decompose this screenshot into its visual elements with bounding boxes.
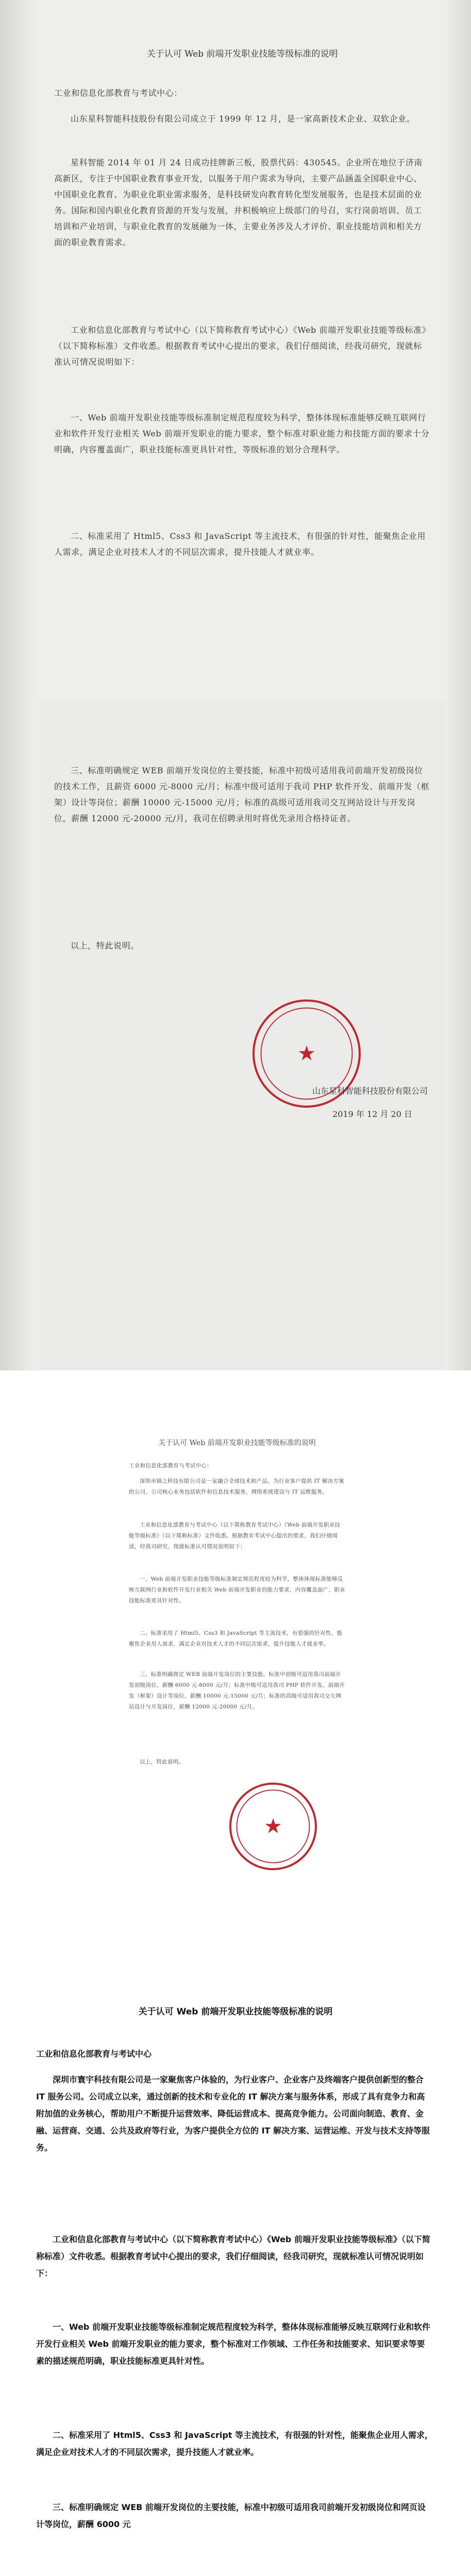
scan-edge-left bbox=[0, 0, 36, 701]
letter1-paragraph-3: 工业和信息化部教育与考试中心（以下简称教育考试中心）《Web 前端开发职业技能等级标准》（以下简称标准）文件收悉。根据教育考试中心提出的要求，我们仔细阅读，经我司研究，现就标准认可情况说明如下： bbox=[54, 325, 427, 367]
letter1-paragraph-2: 星科智能 2014 年 01 月 24 日成功挂牌新三板，股票代码：430545。企业所在地位于济南高新区，专注于中国职业教育事业开发，以服务于用户需求为导向，主要产品涵盖全国职业中心、中国职业化教育、为职业化职业需求服务，是科技研发向教育转化型发展服务，也是技术层面的业务。国际和国内职业化教育资源的开发与发展，并积极响应上级部门的号召，实行岗前培训、员工培训和产业培训，与职业化教育的发展融为一体，主要业务涉及人才评价、职业技能培训和相关方面的职业教育需求。 bbox=[54, 158, 423, 247]
letter3-paragraph-1: 深圳市寰宇科技有限公司是一家聚焦客户体验的，为行业客户、企业客户及终端客户提供创新型的整合 IT 服务公司。公司成立以来，通过创新的技术和专业化的 IT 解决方案与服务体系，形成了具有竞争力和高附加值的业务核心，帮助用户不断提升运营效率、降低运营成本、提高竞争能力。公司面向制造、教育、金融、运营商、交通、公共及政府等行业，为客户提供全方位的 IT 解决方案、运营运维、开发与技术支持等服务。 bbox=[36, 2075, 430, 2153]
scan-edge-right bbox=[445, 701, 471, 1370]
letter3-page-top bbox=[0, 1973, 471, 2576]
letter2-paragraph-2: 工业和信息化部教育与考试中心（以下简称教育考试中心）《Web 前端开发职业技能等级标准》（以下简称标准）文件收悉。根据教育考试中心提出的要求，我们仔细阅读，经我司研究，现就标准认可情况说明如下： bbox=[129, 1522, 341, 1550]
letter2-paragraph-4: 二、标准采用了 Html5、Css3 和 JavaScript 等主流技术，有很强的针对性，能聚焦企业用人需求，满足企业对技术人才的不同层次需求，提升技能人才就业率。 bbox=[129, 1630, 343, 1647]
letter3-title: 关于认可 Web 前端开发职业技能等级标准的说明 bbox=[138, 2007, 333, 2017]
letter2-paragraph-5: 三、标准明确规定 WEB 前端开发岗位的主要技能，标准中初级可适用我司前端开发初级岗位，薪酬 6000 元-8000 元/月；标准中级可适用我司 PHP 软件开发、前端开发（框架）设计等岗位，薪酬 10000 元-15000 元/月；标准的高级可适用我司交互网站设计与开发岗位，薪酬 12000 元-20000 元/月。 bbox=[129, 1671, 345, 1710]
letter2-addressee: 工业和信息化部教育与考试中心： bbox=[129, 1463, 212, 1469]
letter2-page bbox=[0, 1370, 471, 1973]
letter2-sheet bbox=[119, 1427, 356, 1953]
letter1-page-top bbox=[0, 0, 471, 701]
letter3-paragraph-3: 一、Web 前端开发职业技能等级标准制定规范程度较为科学，整体体现标准能够反映互联网行业和软件开发行业相关 Web 前端开发职业的能力要求，整个标准对工作领域、工作任务和技能要求、知识要求等要素的描述规范明确，职业技能标准更具针对性。 bbox=[36, 2322, 430, 2366]
letter2-seal-stamp bbox=[229, 1783, 317, 1870]
letter1-page-bottom bbox=[0, 701, 471, 1370]
letter1-sheet bbox=[36, 0, 448, 701]
letter3-paragraph-5: 三、标准明确规定 WEB 前端开发岗位的主要技能，标准中初级可适用我司前端开发初级岗位和网页设计等岗位，薪酬 6000 元 bbox=[36, 2502, 426, 2529]
letter2-title: 关于认可 Web 前端开发职业技能等级标准的说明 bbox=[158, 1439, 316, 1447]
letter1-paragraph-1: 山东星科智能科技股份有限公司成立于 1999 年 12 月，是一家高新技术企业、双软企业。 bbox=[71, 114, 415, 124]
letter3-paragraph-2: 工业和信息化部教育与考试中心（以下简称教育考试中心）《Web 前端开发职业技能等级标准》（以下简称标准）文件收悉。根据教育考试中心提出的要求，我们仔细阅读，经我司研究，现就标准认可情况说明如下： bbox=[36, 2234, 430, 2278]
letter1-addressee: 工业和信息化部教育与考试中心： bbox=[54, 88, 183, 98]
letter3-paragraph-4: 二、标准采用了 Html5、Css3 和 JavaScript 等主流技术，有很强的针对性，能聚焦企业用人需求，满足企业对技术人才的不同层次需求，提升技能人才就业率。 bbox=[36, 2430, 433, 2457]
letter3-addressee: 工业和信息化部教育与考试中心 bbox=[36, 2049, 152, 2059]
letter2-paragraph-3: 一、Web 前端开发职业技能等级标准制定规范程度较为科学，整体体现标准能够反映互联网行业和软件开发行业相关 Web 前端开发职业的能力要求，内容覆盖面广，职业技能标准更具针对性。 bbox=[129, 1576, 345, 1604]
scan-edge-right bbox=[445, 0, 471, 701]
seal-star-icon: ★ bbox=[264, 1815, 282, 1838]
letter1-signature: 山东星科智能科技股份有限公司 bbox=[312, 1086, 428, 1096]
letter1-paragraph-5: 二、标准采用了 Html5、Css3 和 JavaScript 等主流技术，有很强的针对性，能聚焦企业用人需求，满足企业对技术人才的不同层次需求，提升技能人才就业率。 bbox=[54, 531, 426, 557]
letter2-closing: 以上，特此说明。 bbox=[140, 1759, 184, 1765]
letter1-closing: 以上，特此说明。 bbox=[71, 941, 139, 951]
letter1-date: 2019 年 12 月 20 日 bbox=[332, 1109, 412, 1119]
letter1-title: 关于认可 Web 前端开发职业技能等级标准的说明 bbox=[146, 49, 338, 59]
letter1-sheet-continued bbox=[36, 701, 448, 1370]
letter1-paragraph-4: 一、Web 前端开发职业技能等级标准制定规范程度较为科学，整体体现标准能够反映互联网行业和软件开发行业相关 Web 前端开发职业的能力要求，整个标准对职业能力和技能方面的要求十分明确，内容覆盖面广，职业技能标准更具针对性，等级标准的划分合理科学。 bbox=[54, 413, 430, 454]
letter1-paragraph-6: 三、标准明确规定 WEB 前端开发岗位的主要技能，标准中初级可适用我司前端开发初级岗位的技术工作，且薪资 6000 元-8000 元/月；标准中级可适用于我司 PHP 软件开发、前端开发（框架）设计等岗位；薪酬 10000 元-15000 元/月；标准的高级可适用我司交互网站设计与开发岗位，薪酬 12000 元-20000 元/月，我司在招聘录用时将优先录用合格持证者。 bbox=[54, 766, 430, 823]
seal-star-icon: ★ bbox=[297, 1042, 316, 1065]
scan-edge-left bbox=[0, 701, 36, 1370]
letter2-paragraph-1: 深圳市锦之科技有限公司是一家融合全球技术和产品，为行业客户提供 IT 解决方案的公司，公司核心业务包括软件和信息技术服务、网络系统建设与 IT 运维服务。 bbox=[129, 1478, 345, 1495]
